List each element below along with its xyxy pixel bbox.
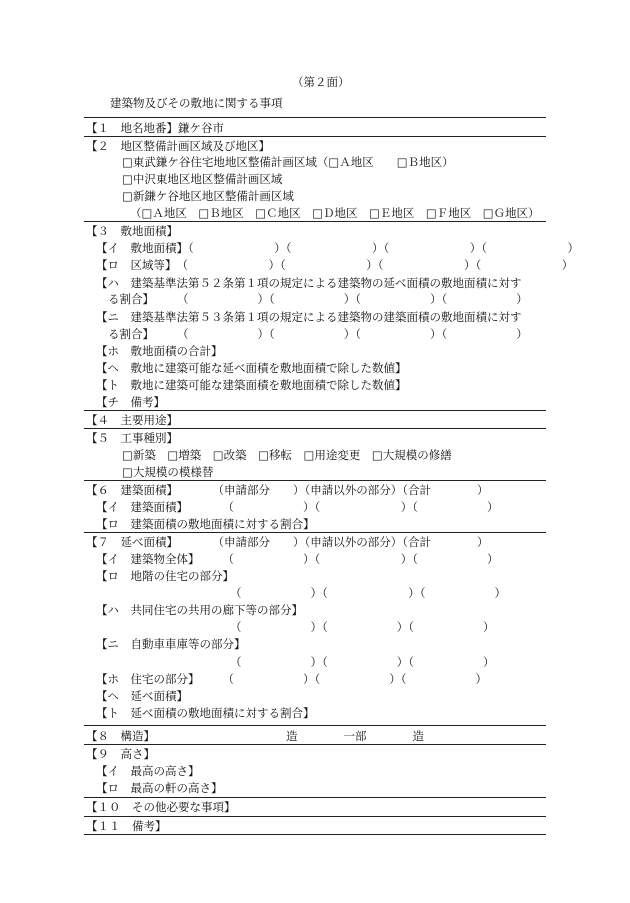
shared-corridor-label: 【ハ 共同住宅の共用の廊下等の部分】 (96, 603, 303, 617)
district-option-tobu[interactable]: □東武鎌ケ谷住宅地地区整備計画区域（□Ａ地区 □Ｂ地区） (122, 155, 454, 169)
basement-residence-row[interactable]: （ ）（ ）（ ） (230, 586, 506, 600)
sub-district-options[interactable]: （□Ａ地区 □Ｂ地区 □Ｃ地区 □Ｄ地区 □Ｅ地区 □Ｆ地区 □Ｇ地区） (130, 206, 540, 220)
max-height: 【イ 最高の高さ】 (96, 764, 200, 778)
section-1-address: 【１ 地名地番】鎌ケ谷市 (86, 121, 224, 135)
section-8-label: 【８ 構造】 (86, 729, 155, 743)
district-option-nakazawa[interactable]: □中沢東地区地区整備計画区域 (122, 172, 283, 186)
buildable-building-area-value: 【ト 敷地に建築可能な建築面積を敷地面積で除した数値】 (96, 378, 407, 392)
building-coverage-row[interactable]: る割合】 （ ）（ ）（ ）（ ） (108, 327, 528, 341)
page-subtitle: 建築物及びその敷地に関する事項 (110, 96, 283, 110)
divider (84, 816, 546, 817)
divider (84, 725, 546, 726)
structure-type[interactable]: 造 一部 造 (286, 729, 424, 743)
max-eaves-height: 【ロ 最高の軒の高さ】 (96, 781, 223, 795)
divider (84, 410, 546, 411)
floor-area-ratio-row[interactable]: る割合】 （ ）（ ）（ ）（ ） (108, 292, 528, 306)
section-3-label: 【３ 敷地面積】 (86, 224, 178, 238)
section-4-main-use: 【４ 主要用途】 (86, 413, 178, 427)
construction-type-option-remodel[interactable]: □大規模の模様替 (122, 465, 214, 479)
zone-row[interactable]: 【ロ 区域等】 （ ）（ ）（ ）（ ） (96, 258, 574, 272)
garage-row[interactable]: （ ）（ ）（ ） (230, 655, 495, 669)
divider (84, 797, 546, 798)
section-10-other: 【１０ その他必要な事項】 (86, 800, 236, 814)
site-area-row[interactable]: 【イ 敷地面積】（ ）（ ）（ ）（ ） (96, 241, 579, 255)
shared-corridor-row[interactable]: （ ）（ ）（ ） (230, 620, 495, 634)
section-5-label: 【５ 工事種別】 (86, 431, 178, 445)
site-area-total: 【ホ 敷地面積の合計】 (96, 344, 223, 358)
floor-area-ratio-to-site: 【ト 延べ面積の敷地面積に対する割合】 (96, 706, 315, 720)
divider (84, 428, 546, 429)
page-number: （第２面） (292, 75, 350, 89)
divider (84, 744, 546, 745)
garage-label: 【ニ 自動車車庫等の部分】 (96, 637, 246, 651)
divider (84, 117, 546, 118)
basement-residence-label: 【ロ 地階の住宅の部分】 (96, 569, 234, 583)
divider (84, 221, 546, 222)
district-option-shinkamagaya[interactable]: □新鎌ケ谷地区地区整備計画区域 (122, 189, 294, 203)
building-coverage-label: 【ニ 建築基準法第５３条第１項の規定による建築物の建築面積の敷地面積に対す (96, 310, 522, 324)
construction-type-options[interactable]: □新築 □増築 □改築 □移転 □用途変更 □大規模の修繕 (122, 448, 452, 462)
section-11-remarks: 【１１ 備考】 (86, 819, 167, 833)
building-area-ratio: 【ロ 建築面積の敷地面積に対する割合】 (96, 517, 315, 531)
buildable-floor-area-value: 【ヘ 敷地に建築可能な延べ面積を敷地面積で除した数値】 (96, 361, 407, 375)
total-floor-area: 【ヘ 延べ面積】 (96, 689, 188, 703)
building-area-row[interactable]: 【イ 建築面積】 （ ）（ ）（ ） (96, 500, 499, 514)
divider (84, 834, 546, 835)
section-6-label: 【６ 建築面積】 （申請部分 ）（申請以外の部分）（合計 ） (86, 483, 489, 497)
section-2-label: 【２ 地区整備計画区域及び地区】 (86, 139, 270, 153)
divider (84, 136, 546, 137)
section-7-label: 【７ 延べ面積】 （申請部分 ）（申請以外の部分）（合計 ） (86, 535, 489, 549)
total-building-row[interactable]: 【イ 建築物全体】 （ ）（ ）（ ） (96, 552, 499, 566)
floor-area-ratio-label: 【ハ 建築基準法第５２条第１項の規定による建築物の延べ面積の敷地面積に対す (96, 276, 522, 290)
divider (84, 532, 546, 533)
site-remarks: 【チ 備考】 (96, 395, 165, 409)
residence-part-row[interactable]: 【ホ 住宅の部分】 （ ）（ ）（ ） (96, 672, 487, 686)
section-9-label: 【９ 高さ】 (86, 747, 155, 761)
divider (84, 480, 546, 481)
